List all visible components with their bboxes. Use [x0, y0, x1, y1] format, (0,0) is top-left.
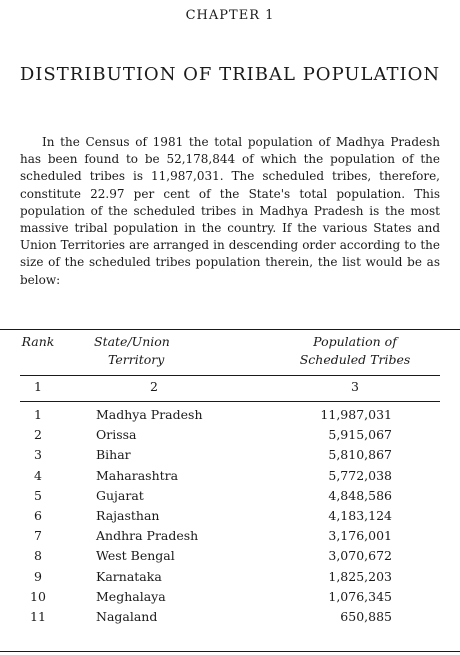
population-cell: 1,076,345	[328, 588, 392, 604]
table-row	[0, 506, 460, 526]
rank-cell: 10	[30, 588, 46, 604]
column-number-2: 2	[150, 379, 158, 394]
table-row	[0, 526, 460, 546]
rank-cell: 1	[34, 407, 42, 422]
population-cell: 5,772,038	[328, 467, 392, 483]
chapter-heading: CHAPTER 1	[185, 8, 275, 23]
rank-cell: 7	[34, 528, 42, 544]
state-cell: Meghalaya	[96, 588, 166, 604]
population-header-line2: Scheduled Tribes	[299, 352, 411, 367]
rank-cell: 5	[34, 487, 42, 503]
column-number-1: 1	[34, 379, 42, 394]
population-cell: 3,070,672	[328, 548, 392, 564]
state-cell: Nagaland	[96, 608, 158, 624]
state-header-line1: State/Union	[94, 334, 170, 349]
table-row	[0, 587, 460, 607]
column-number-3: 3	[351, 379, 359, 394]
table-row	[0, 486, 460, 506]
intro-paragraph: In the Census of 1981 the total population of Madhya Pradesh has been found to be 52,178,844 of which the population of the scheduled tribes is 11,987,031. The scheduled tribes, therefore, constitute 22.97 per cent of the State's total population. This population of the scheduled tribes in Madhya Pradesh is the most massive tribal population in the country. If the various States and Union Territories are arranged in descending order according to the size of the scheduled tribes population therein, the list would be as below:	[20, 135, 440, 287]
page-title: DISTRIBUTION OF TRIBAL POPULATION	[19, 64, 441, 85]
state-cell: Gujarat	[96, 487, 144, 503]
population-cell: 11,987,031	[320, 407, 392, 422]
header-rule	[20, 375, 440, 376]
state-cell: Rajasthan	[96, 507, 160, 523]
state-cell: Maharashtra	[96, 467, 179, 483]
rank-cell: 3	[34, 447, 42, 463]
table-row	[0, 466, 460, 486]
state-cell: Bihar	[96, 447, 131, 463]
state-cell: Karnataka	[96, 568, 162, 584]
rank-cell: 2	[34, 427, 42, 443]
population-cell: 4,848,586	[328, 487, 392, 503]
table-row	[0, 425, 460, 445]
state-header-line2: Territory	[108, 352, 165, 367]
population-cell: 1,825,203	[328, 568, 392, 584]
population-column-header	[280, 333, 430, 369]
state-column-header	[94, 333, 214, 369]
table-row	[0, 567, 460, 587]
population-cell: 5,810,867	[328, 447, 392, 463]
column-number-rule	[20, 401, 440, 402]
table-row	[0, 405, 460, 425]
state-cell: Madhya Pradesh	[96, 407, 203, 422]
rank-cell: 9	[34, 568, 42, 584]
population-header-line1: Population of	[313, 334, 397, 349]
rank-cell: 6	[34, 507, 42, 523]
population-cell: 3,176,001	[328, 528, 392, 544]
state-cell: West Bengal	[96, 548, 175, 564]
rank-cell: 11	[30, 608, 46, 624]
table-body	[0, 405, 460, 627]
state-cell: Orissa	[96, 427, 137, 443]
rank-cell: 4	[34, 467, 42, 483]
table-top-rule	[0, 329, 460, 330]
population-cell: 5,915,067	[328, 427, 392, 443]
population-cell: 4,183,124	[328, 507, 392, 523]
population-cell: 650,885	[340, 608, 392, 624]
state-cell: Andhra Pradesh	[96, 528, 199, 544]
rank-column-header: Rank	[21, 334, 55, 349]
table-row	[0, 546, 460, 566]
table-bottom-rule	[0, 651, 460, 652]
rank-cell: 8	[34, 548, 42, 564]
table-row	[0, 445, 460, 465]
table-row	[0, 607, 460, 627]
